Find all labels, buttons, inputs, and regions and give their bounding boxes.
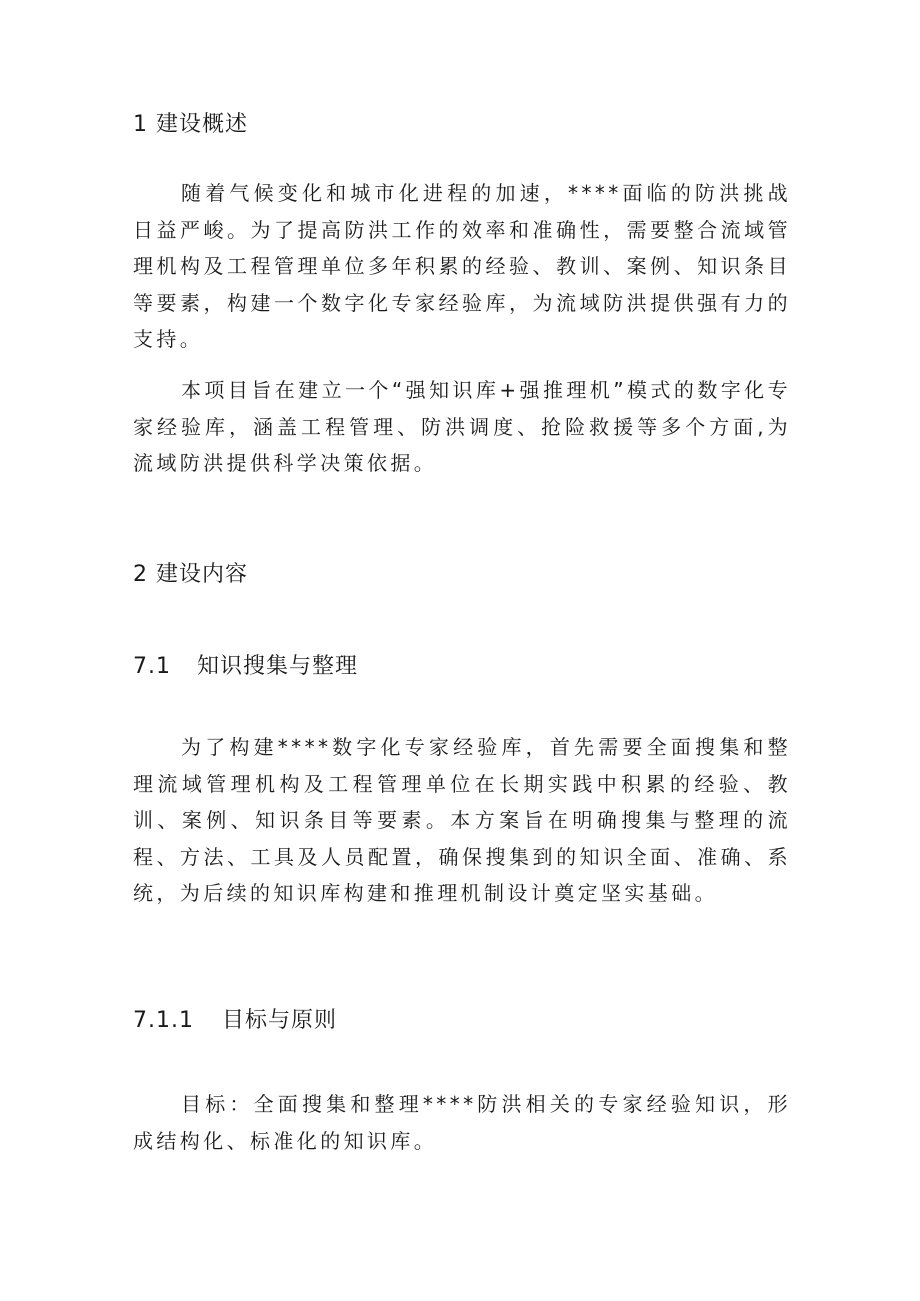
section-7-1-1-number: 7.1.1 (133, 1008, 194, 1033)
section-7-1-title: 知识搜集与整理 (197, 654, 359, 679)
section-7-1-number: 7.1 (133, 654, 171, 679)
section-1-heading: 1 建设概述 (133, 112, 248, 137)
section-7-1-1-title: 目标与原则 (221, 1008, 337, 1033)
section-1-paragraph-1: 随着气候变化和城市化进程的加速，****面临的防洪挑战日益严峻。为了提高防洪工作的效率和准确性，需要整合流域管理机构及工程管理单位多年积累的经验、教训、案例、知识条目等要素，构建一个数字化专家经验库，为流域防洪提供强有力的支持。 (133, 181, 791, 351)
section-7-1-paragraph-1: 为了构建****数字化专家经验库，首先需要全面搜集和整理流域管理机构及工程管理单位在长期实践中积累的经验、教训、案例、知识条目等要素。本方案旨在明确搜集与整理的流程、方法、工具及人员配置，确保搜集到的知识全面、准确、系统，为后续的知识库构建和推理机制设计奠定坚实基础。 (133, 735, 791, 905)
section-1-paragraph-2: 本项目旨在建立一个“强知识库+强推理机”模式的数字化专家经验库，涵盖工程管理、防洪调度、抢险救援等多个方面,为流域防洪提供科学决策依据。 (133, 378, 791, 475)
section-2-heading: 2 建设内容 (133, 562, 248, 587)
section-7-1-heading (133, 652, 358, 682)
section-7-1-1-heading (133, 1006, 337, 1036)
section-7-1-1-paragraph-1: 目标：全面搜集和整理****防洪相关的专家经验知识，形成结构化、标准化的知识库。 (133, 1092, 791, 1153)
